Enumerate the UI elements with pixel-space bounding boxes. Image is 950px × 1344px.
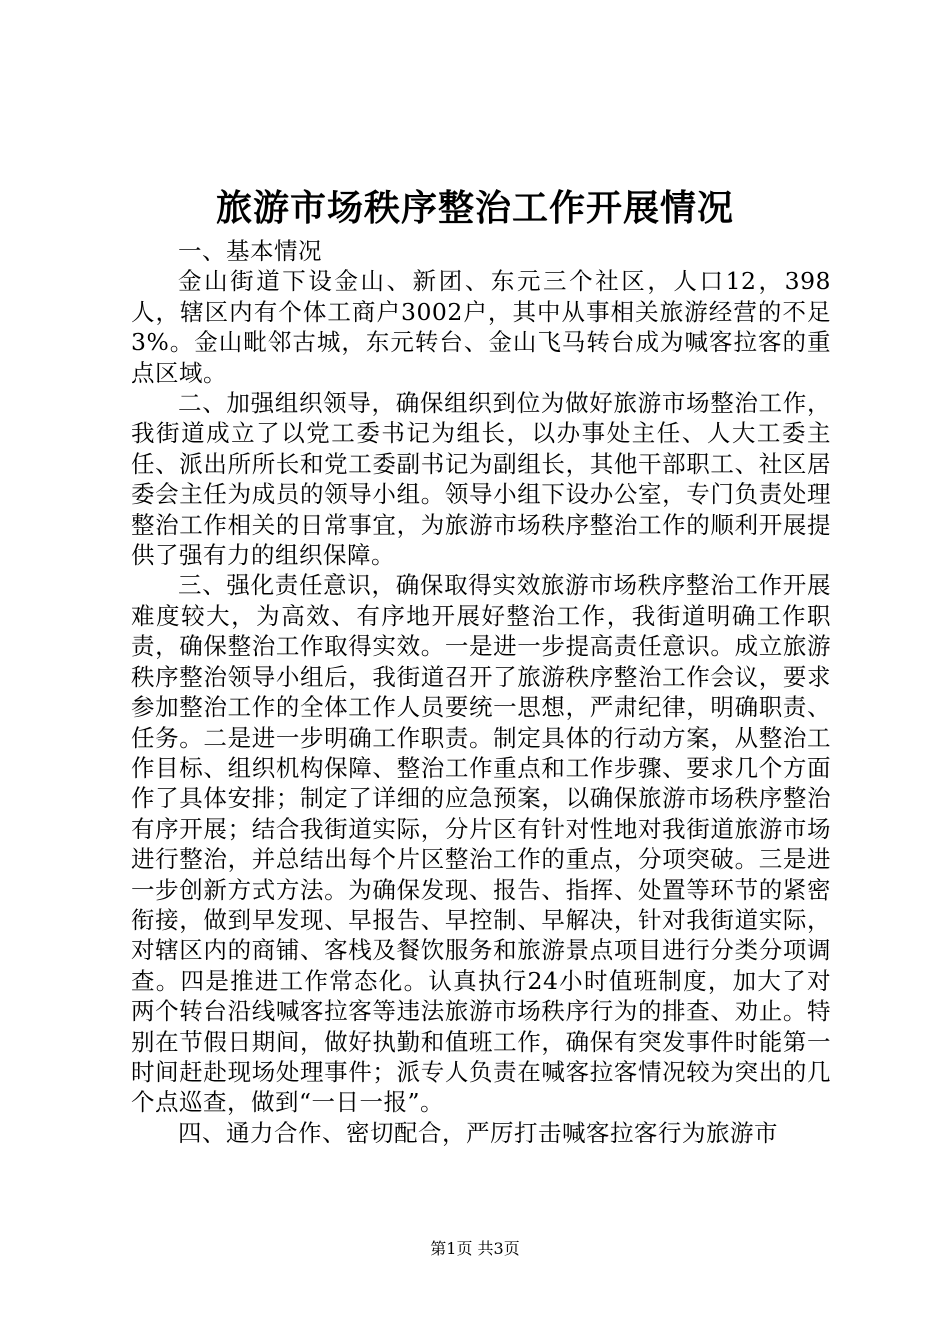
document-body [131,236,831,1148]
paragraph-responsibility: 三、强化责任意识，确保取得实效旅游市场秩序整治工作开展难度较大，为高效、有序地开展好整治工作，我街道明确工作职责，确保整治工作取得实效。一是进一步提高责任意识。成立旅游秩序整治领导小组后，我街道召开了旅游秩序整治工作会议，要求参加整治工作的全体工作人员要统一思想，严肃纪律，明确职责、任务。二是进一步明确工作职责。制定具体的行动方案，从整治工作目标、组织机构保障、整治工作重点和工作步骤、要求几个方面作了具体安排；制定了详细的应急预案，以确保旅游市场秩序整治有序开展；结合我街道实际，分片区有针对性地对我街道旅游市场进行整治，并总结出每个片区整治工作的重点，分项突破。三是进一步创新方式方法。为确保发现、报告、指挥、处置等环节的紧密衔接，做到早发现、早报告、早控制、早解决，针对我街道实际，对辖区内的商铺、客栈及餐饮服务和旅游景点项目进行分类分项调查。四是推进工作常态化。认真执行24小时值班制度，加大了对两个转台沿线喊客拉客等违法旅游市场秩序行为的排查、劝止。特别在节假日期间，做好执勤和值班工作，确保有突发事件时能第一时间赶赴现场处理事件；派专人负责在喊客拉客情况较为突出的几个点巡查，做到“一日一报”。 [131,571,831,1117]
paragraph-cooperation: 四、通力合作、密切配合，严厉打击喊客拉客行为旅游市 [178,1118,778,1147]
page-footer: 第1页 共3页 [430,1239,520,1258]
document-title: 旅游市场秩序整治工作开展情况 [215,187,734,229]
paragraph-basic-details: 金山街道下设金山、新团、东元三个社区，人口12，398人，辖区内有个体工商户3002户，其中从事相关旅游经营的不足3%。金山毗邻古城，东元转台、金山飞马转台成为喊客拉客的重点区域。 [131,267,831,387]
paragraph-basic-situation: 一、基本情况 [178,237,322,265]
paragraph-organization: 二、加强组织领导，确保组织到位为做好旅游市场整治工作，我街道成立了以党工委书记为组长，以办事处主任、人大工委主任、派出所所长和党工委副书记为副组长，其他干部职工、社区居委会主任为成员的领导小组。领导小组下设办公室，专门负责处理整治工作相关的日常事宜，为旅游市场秩序整治工作的顺利开展提供了强有力的组织保障。 [131,389,831,570]
